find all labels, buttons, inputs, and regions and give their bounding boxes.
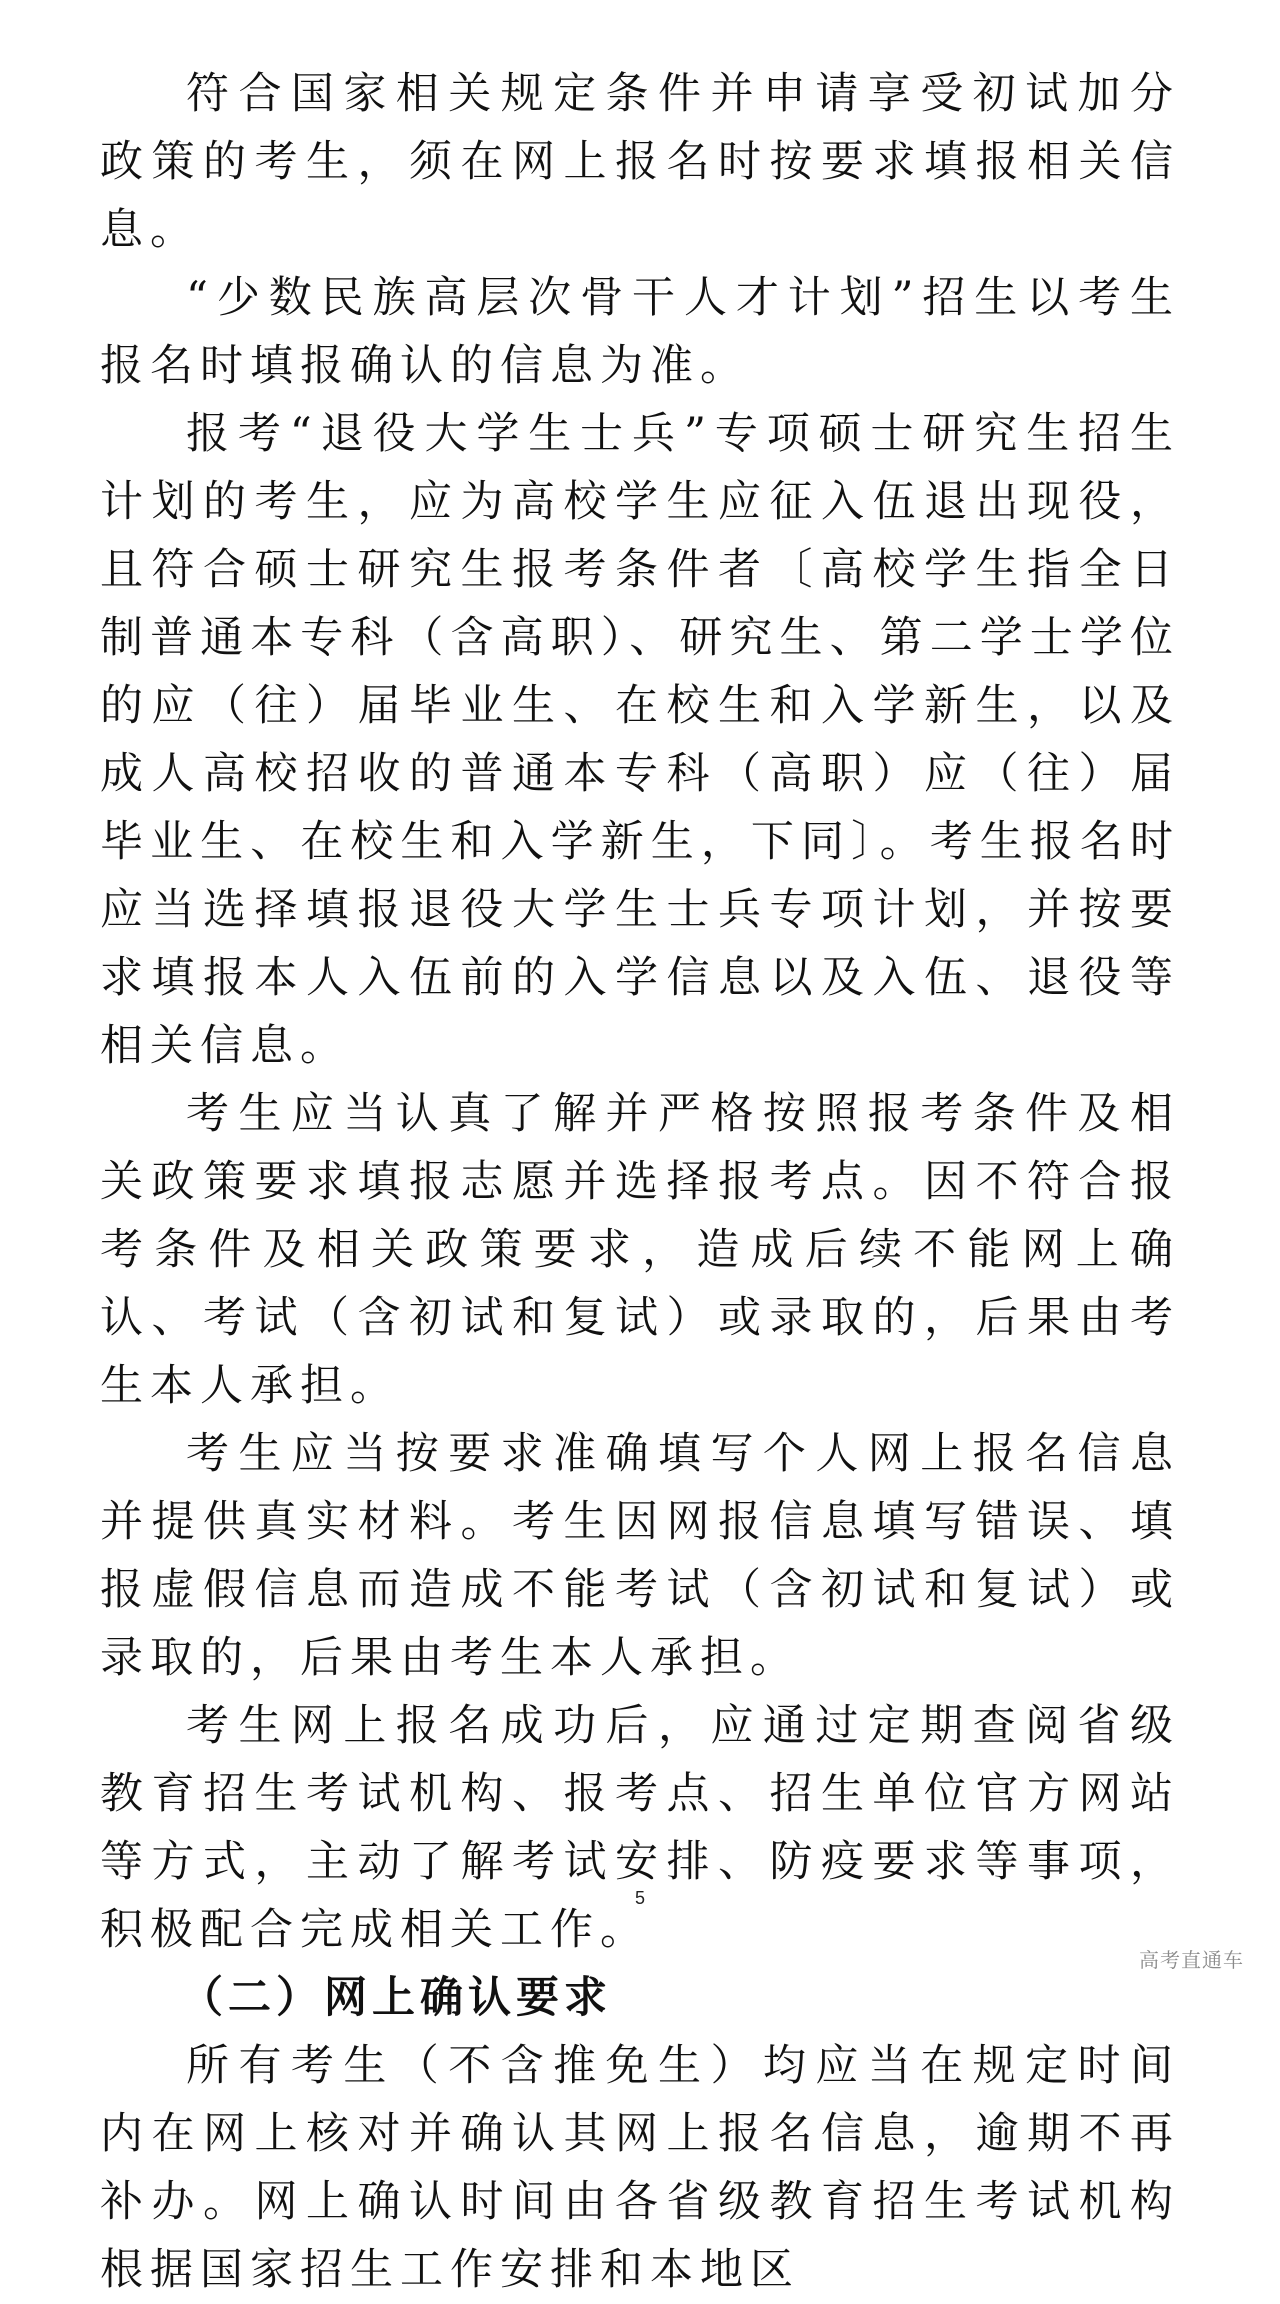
- paragraph-minority-plan: “少数民族高层次骨干人才计划”招生以考生报名时填报确认的信息为准。: [100, 273, 1180, 391]
- section-heading-online-confirmation: （二）网上确认要求: [180, 1973, 612, 2023]
- paragraph-application-conditions: 考生应当认真了解并严格按照报考条件及相关政策要求填报志愿并选择报考点。因不符合报考条件及相关政策要求，造成后续不能网上确认、考试（含初试和复试）或录取的，后果由考生本人承担。: [100, 1089, 1180, 1411]
- page-number: 5: [634, 1888, 645, 1908]
- paragraph-follow-updates: 考生网上报名成功后，应通过定期查阅省级教育招生考试机构、报考点、招生单位官方网站等方式，主动了解考试安排、防疫要求等事项，积极配合完成相关工作。: [100, 1701, 1180, 1955]
- paragraph-bonus-policy: 符合国家相关规定条件并申请享受初试加分政策的考生，须在网上报名时按要求填报相关信息。: [100, 69, 1180, 255]
- paragraph-veteran-plan: 报考“退役大学生士兵”专项硕士研究生招生计划的考生，应为高校学生应征入伍退出现役，且符合硕士研究生报考条件者〔高校学生指全日制普通本专科（含高职）、研究生、第二学士学位的应（往）届毕业生、在校生和入学新生，以及成人高校招收的普通本专科（高职）应（往）届毕业生、在校生和入学新生，下同〕。考生报名时应当选择填报退役大学生士兵专项计划，并按要求填报本人入伍前的入学信息以及入伍、退役等相关信息。: [100, 409, 1180, 1071]
- paragraph-online-confirmation: 所有考生（不含推免生）均应当在规定时间内在网上核对并确认其网上报名信息，逾期不再补办。网上确认时间由各省级教育招生考试机构根据国家招生工作安排和本地区: [100, 2041, 1180, 2295]
- watermark: 高考直通车: [1139, 1948, 1244, 1972]
- paragraph-accurate-info: 考生应当按要求准确填写个人网上报名信息并提供真实材料。考生因网报信息填写错误、填报虚假信息而造成不能考试（含初试和复试）或录取的，后果由考生本人承担。: [100, 1429, 1180, 1683]
- document-body: [100, 60, 1180, 2304]
